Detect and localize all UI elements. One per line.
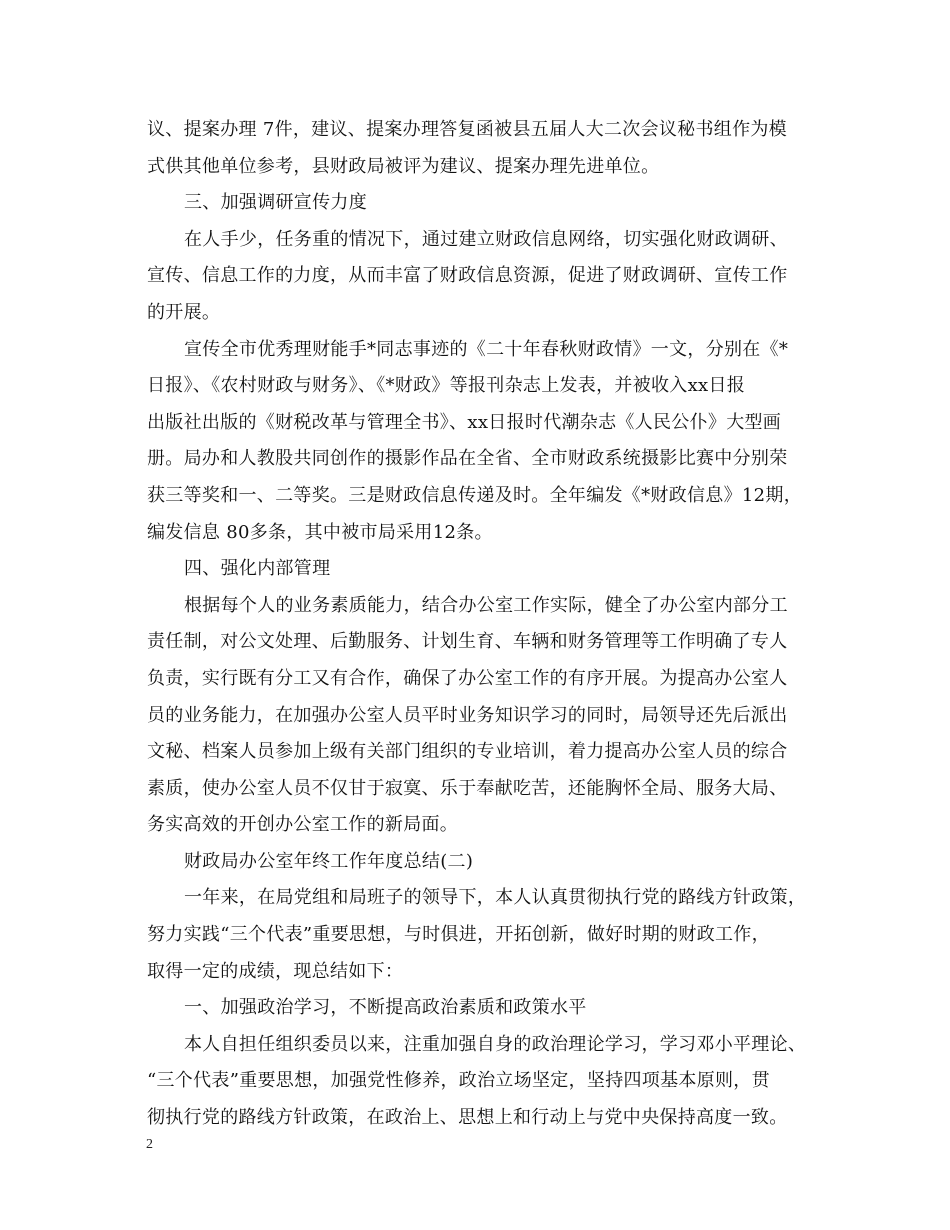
document-body xyxy=(147,112,812,1137)
text-line: 在人手少，任务重的情况下，通过建立财政信息网络，切实强化财政调研、 xyxy=(184,228,788,250)
text-line: 日报》、《农村财政与财务》、《*财政》等报刊杂志上发表，并被收入xx日报 xyxy=(147,375,746,397)
paragraph xyxy=(147,185,812,222)
text-line: “三个代表”重要思想，加强党性修养，政治立场坚定，坚持四项基本原则，贯 xyxy=(147,1070,770,1092)
text-line: 式供其他单位参考，县财政局被评为建议、提案办理先进单位。 xyxy=(147,155,660,177)
paragraph xyxy=(147,1027,812,1137)
text-line: 编发信息 80多条，其中被市局采用12条。 xyxy=(147,521,493,543)
text-line: 议、提案办理 7件，建议、提案办理答复函被县五届人大二次会议秘书组作为模 xyxy=(147,119,787,140)
paragraph xyxy=(147,588,812,844)
text-line: 财政局办公室年终工作年度总结(二) xyxy=(184,850,474,872)
paragraph xyxy=(147,332,812,552)
text-line: 素质，使办公室人员不仅甘于寂寞、乐于奉献吃苦，还能胸怀全局、服务大局、 xyxy=(147,777,788,799)
text-line: 负责，实行既有分工又有合作，确保了办公室工作的有序开展。为提高办公室人 xyxy=(147,667,788,689)
text-line: 册。局办和人教股共同创作的摄影作品在全省、全市财政系统摄影比赛中分别荣 xyxy=(147,448,788,470)
text-line: 文秘、档案人员参加上级有关部门组织的专业培训，着力提高办公室人员的综合 xyxy=(147,741,788,763)
text-line: 取得一定的成绩，现总结如下： xyxy=(147,960,404,982)
text-line: 本人自担任组织委员以来，注重加强自身的政治理论学习，学习邓小平理论、 xyxy=(184,1033,807,1055)
paragraph xyxy=(147,844,812,881)
text-line: 根据每个人的业务素质能力，结合办公室工作实际，健全了办公室内部分工 xyxy=(184,594,788,616)
paragraph xyxy=(147,112,812,185)
text-line: 宣传、信息工作的力度，从而丰富了财政信息资源，促进了财政调研、宣传工作 xyxy=(147,265,788,287)
paragraph xyxy=(147,990,812,1027)
text-line: 出版社出版的《财税改革与管理全书》、xx日报时代潮杂志《人民公仆》大型画 xyxy=(147,411,782,433)
paragraph xyxy=(147,222,812,332)
page-number: 2 xyxy=(146,1137,153,1152)
text-line: 宣传全市优秀理财能手*同志事迹的《二十年春秋财政情》一文，分别在《* xyxy=(184,338,789,360)
paragraph xyxy=(147,880,812,990)
text-line: 务实高效的开创办公室工作的新局面。 xyxy=(147,814,459,836)
paragraph xyxy=(147,551,812,588)
text-line: 的开展。 xyxy=(147,301,221,323)
text-line: 获三等奖和一、二等奖。三是财政信息传递及时。全年编发《*财政信息》12期， xyxy=(147,484,803,506)
text-line: 员的业务能力，在加强办公室人员平时业务知识学习的同时，局领导还先后派出 xyxy=(147,704,788,726)
text-line: 责任制，对公文处理、后勤服务、计划生育、车辆和财务管理等工作明确了专人 xyxy=(147,631,788,653)
text-line: 一、加强政治学习，不断提高政治素质和政策水平 xyxy=(184,997,587,1019)
text-line: 三、加强调研宣传力度 xyxy=(184,192,367,214)
text-line: 彻执行党的路线方针政策，在政治上、思想上和行动上与党中央保持高度一致。 xyxy=(147,1107,788,1129)
text-line: 努力实践“三个代表”重要思想，与时俱进，开拓创新，做好时期的财政工作， xyxy=(147,924,770,946)
text-line: 四、强化内部管理 xyxy=(184,558,331,580)
text-line: 一年来，在局党组和局班子的领导下，本人认真贯彻执行党的路线方针政策， xyxy=(184,887,807,909)
